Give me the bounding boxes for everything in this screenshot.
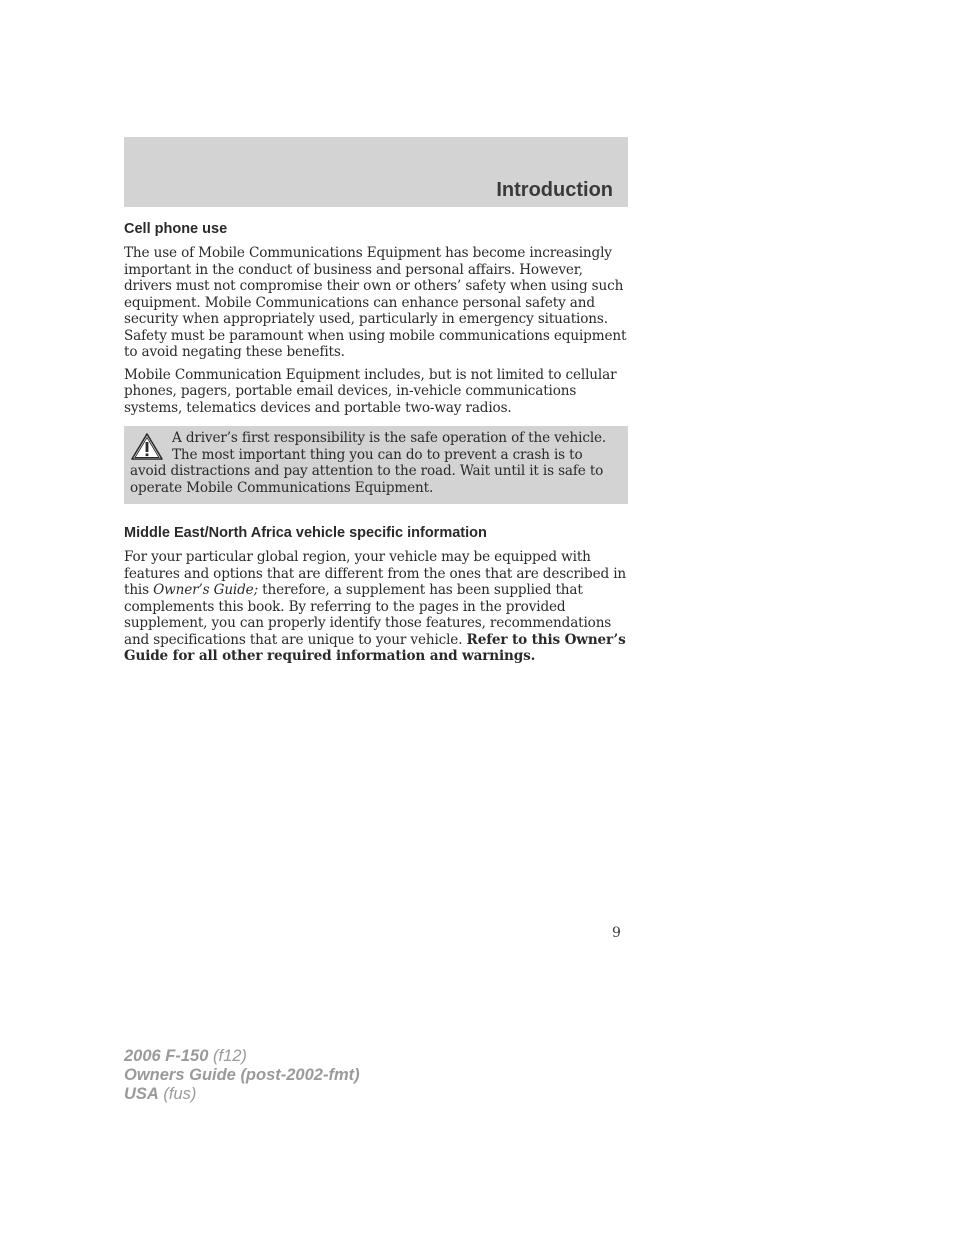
middle-east-text-2: therefore, a supplement has been supplied that complements this book. By referring to the pages in the provided supplement, you can properly identify those features, recommendations and specifications that are unique to your vehicle.: [124, 582, 612, 648]
owners-guide-italic: Owner’s Guide;: [153, 582, 259, 598]
middle-east-bold-note: Refer to this Owner’s Guide for all other required information and warnings.: [124, 631, 626, 664]
warning-text: A driver’s first responsibility is the safe operation of the vehicle. The most important thing you can do to prevent a crash is to avoid distractions and pay attention to the road. Wait until it is safe to operate Mobile Communications Equipment.: [130, 430, 607, 496]
cell-phone-paragraph-1: The use of Mobile Communications Equipment has become increasingly important in the conduct of business and personal affairs. However, drivers must not compromise their own or others’ safety when using such equipment. Mobile Communications can enhance personal safety and security when appropriately used, particularly in emergency situations. Safety must be paramount when using mobile communications equipment to avoid negating these benefits.: [124, 245, 627, 360]
footer-region-code: (fus): [158, 1085, 197, 1103]
footer-line-3: [124, 1085, 360, 1104]
section-middle-east: [124, 524, 628, 665]
cell-phone-paragraph-2: Mobile Communication Equipment includes, but is not limited to cellular phones, pagers, portable email devices, in-vehicle communications systems, telematics devices and portable two-way radios.: [124, 366, 617, 416]
middle-east-heading: Middle East/North Africa vehicle specific information: [124, 525, 487, 541]
warning-box: [124, 426, 628, 504]
page-number: 9: [612, 925, 621, 941]
warning-triangle-icon: [130, 432, 164, 462]
middle-east-paragraph: [124, 549, 628, 665]
footer-model: 2006 F-150: [124, 1047, 209, 1065]
footer-guide: Owners Guide (post-2002-fmt): [124, 1066, 360, 1084]
document-footer: [124, 1047, 360, 1104]
footer-model-code: (f12): [208, 1047, 247, 1065]
cell-phone-heading: Cell phone use: [124, 221, 228, 237]
page-content: [124, 220, 628, 671]
footer-line-1: [124, 1047, 360, 1066]
middle-east-text-1: For your particular global region, your vehicle may be equipped with features and options that are different from the ones that are described in this: [124, 549, 627, 598]
footer-line-2: [124, 1066, 360, 1085]
footer-region: USA: [124, 1085, 159, 1103]
page-title: Introduction: [496, 179, 613, 201]
section-header-band: [124, 137, 628, 207]
